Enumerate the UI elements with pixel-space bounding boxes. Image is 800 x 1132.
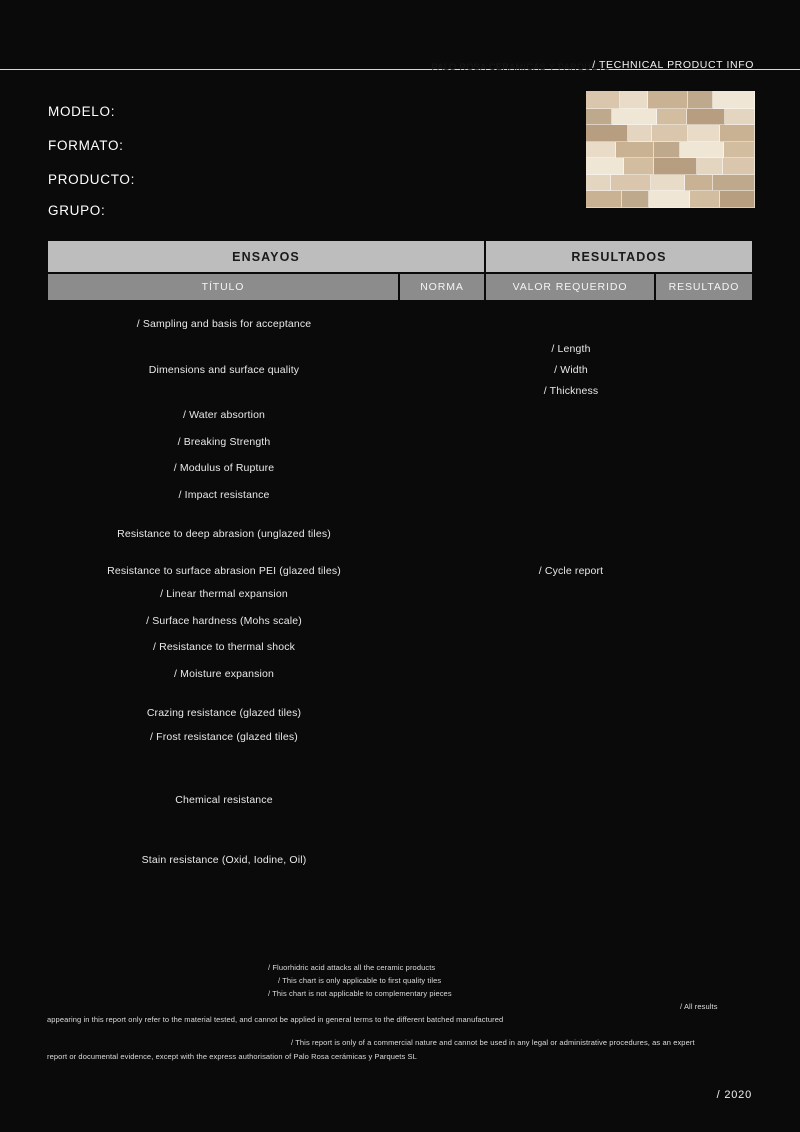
table-cell-titulo: Resistance to deep abrasion (unglazed tiles): [117, 528, 331, 540]
footnote-text: appearing in this report only refer to the material tested, and cannot be applied in general terms to the different batched manufactured: [47, 1015, 504, 1024]
header-watermark-text: PALO ROSA CERAMICAS Y PARQUETS: [431, 62, 610, 72]
stone-piece: [697, 158, 723, 175]
stone-piece: [657, 109, 687, 125]
table-cell-titulo: Chemical resistance: [175, 794, 273, 806]
table-cell-valor-requerido: / Cycle report: [538, 565, 604, 577]
stone-piece: [586, 125, 628, 142]
stone-piece: [586, 158, 624, 175]
table-group-header-resultados: RESULTADOS: [486, 241, 752, 272]
footnote-text: / All results: [680, 1002, 718, 1011]
stone-piece: [612, 109, 657, 125]
stone-course: [586, 191, 755, 208]
table-cell-valor-requerido: / Length: [551, 343, 591, 355]
product-info-labels: [48, 104, 348, 237]
table-column-header-titulo: TÍTULO: [48, 274, 400, 300]
table-cell-titulo: / Modulus of Rupture: [173, 462, 275, 474]
stone-piece: [649, 191, 690, 208]
table-cell-titulo: / Water absortion: [182, 409, 266, 421]
table-cell-titulo: / Moisture expansion: [174, 668, 274, 680]
stone-course: [586, 109, 755, 125]
product-image: [586, 91, 755, 208]
stone-piece: [624, 158, 654, 175]
stone-piece: [680, 142, 724, 158]
stone-piece: [651, 175, 685, 191]
stone-piece: [622, 191, 649, 208]
stone-piece: [690, 191, 720, 208]
label-formato: FORMATO:: [48, 138, 124, 153]
label-modelo: MODELO:: [48, 104, 116, 119]
label-grupo: GRUPO:: [48, 203, 106, 218]
stone-piece: [616, 142, 654, 158]
table-cell-titulo: / Frost resistance (glazed tiles): [150, 731, 298, 743]
stone-piece: [685, 175, 713, 191]
table-cell-titulo: / Linear thermal expansion: [160, 588, 288, 600]
stone-piece: [628, 125, 652, 142]
stone-piece: [586, 142, 616, 158]
stone-piece: [648, 91, 688, 109]
table-cell-titulo: Resistance to surface abrasion PEI (glazed tiles): [107, 565, 341, 577]
stone-piece: [586, 191, 622, 208]
stone-piece: [586, 109, 612, 125]
stone-piece: [654, 142, 680, 158]
stone-piece: [611, 175, 651, 191]
footnote-text: / This report is only of a commercial nature and cannot be used in any legal or administrative procedures, as an expert: [291, 1038, 695, 1047]
stone-course: [586, 125, 755, 142]
footnote-text: report or documental evidence, except with the express authorisation of Palo Rosa cerámicas y Parquets SL: [47, 1052, 417, 1061]
stone-piece: [586, 91, 620, 109]
stone-course: [586, 158, 755, 175]
label-producto: PRODUCTO:: [48, 172, 136, 187]
table-cell-titulo: / Impact resistance: [178, 489, 270, 501]
table-column-header-row: [48, 274, 752, 300]
stone-piece: [720, 125, 755, 142]
stone-piece: [713, 91, 755, 109]
stone-piece: [652, 125, 688, 142]
stone-piece: [688, 125, 720, 142]
stone-piece: [620, 91, 648, 109]
stone-course: [586, 142, 755, 158]
table-group-header-row: [48, 241, 752, 272]
stone-piece: [724, 142, 755, 158]
table-cell-valor-requerido: / Thickness: [543, 385, 599, 397]
table-cell-titulo: / Resistance to thermal shock: [152, 641, 296, 653]
stone-piece: [688, 91, 713, 109]
stone-course: [586, 175, 755, 191]
year-label: / 2020: [716, 1089, 752, 1101]
table-cell-titulo: Crazing resistance (glazed tiles): [146, 707, 302, 719]
table-cell-valor-requerido: / Width: [554, 364, 588, 376]
table-cell-titulo: / Surface hardness (Mohs scale): [146, 615, 302, 627]
footnote-text: / This chart is only applicable to first quality tiles: [278, 976, 442, 985]
table-column-header-valor-requerido: VALOR REQUERIDO: [486, 274, 656, 300]
table-cell-titulo: Dimensions and surface quality: [148, 364, 300, 376]
table-column-header-norma: NORMA: [400, 274, 486, 300]
table-cell-titulo: / Breaking Strength: [177, 436, 271, 448]
header-title: / TECHNICAL PRODUCT INFO: [592, 59, 754, 71]
table-cell-titulo: Stain resistance (Oxid, Iodine, Oil): [141, 854, 307, 866]
stone-piece: [720, 191, 755, 208]
table-column-header-resultado: RESULTADO: [656, 274, 752, 300]
stone-piece: [586, 175, 611, 191]
table-group-header-ensayos: ENSAYOS: [48, 241, 486, 272]
stone-course: [586, 91, 755, 109]
table-cell-titulo: / Sampling and basis for acceptance: [136, 318, 312, 330]
stone-piece: [687, 109, 725, 125]
stone-piece: [713, 175, 755, 191]
results-table: [48, 241, 752, 300]
stone-piece: [723, 158, 755, 175]
footnote-text: / Fluorhidric acid attacks all the ceramic products: [268, 963, 436, 972]
stone-piece: [725, 109, 755, 125]
stone-piece: [654, 158, 697, 175]
footnote-text: / This chart is not applicable to complementary pieces: [268, 989, 452, 998]
